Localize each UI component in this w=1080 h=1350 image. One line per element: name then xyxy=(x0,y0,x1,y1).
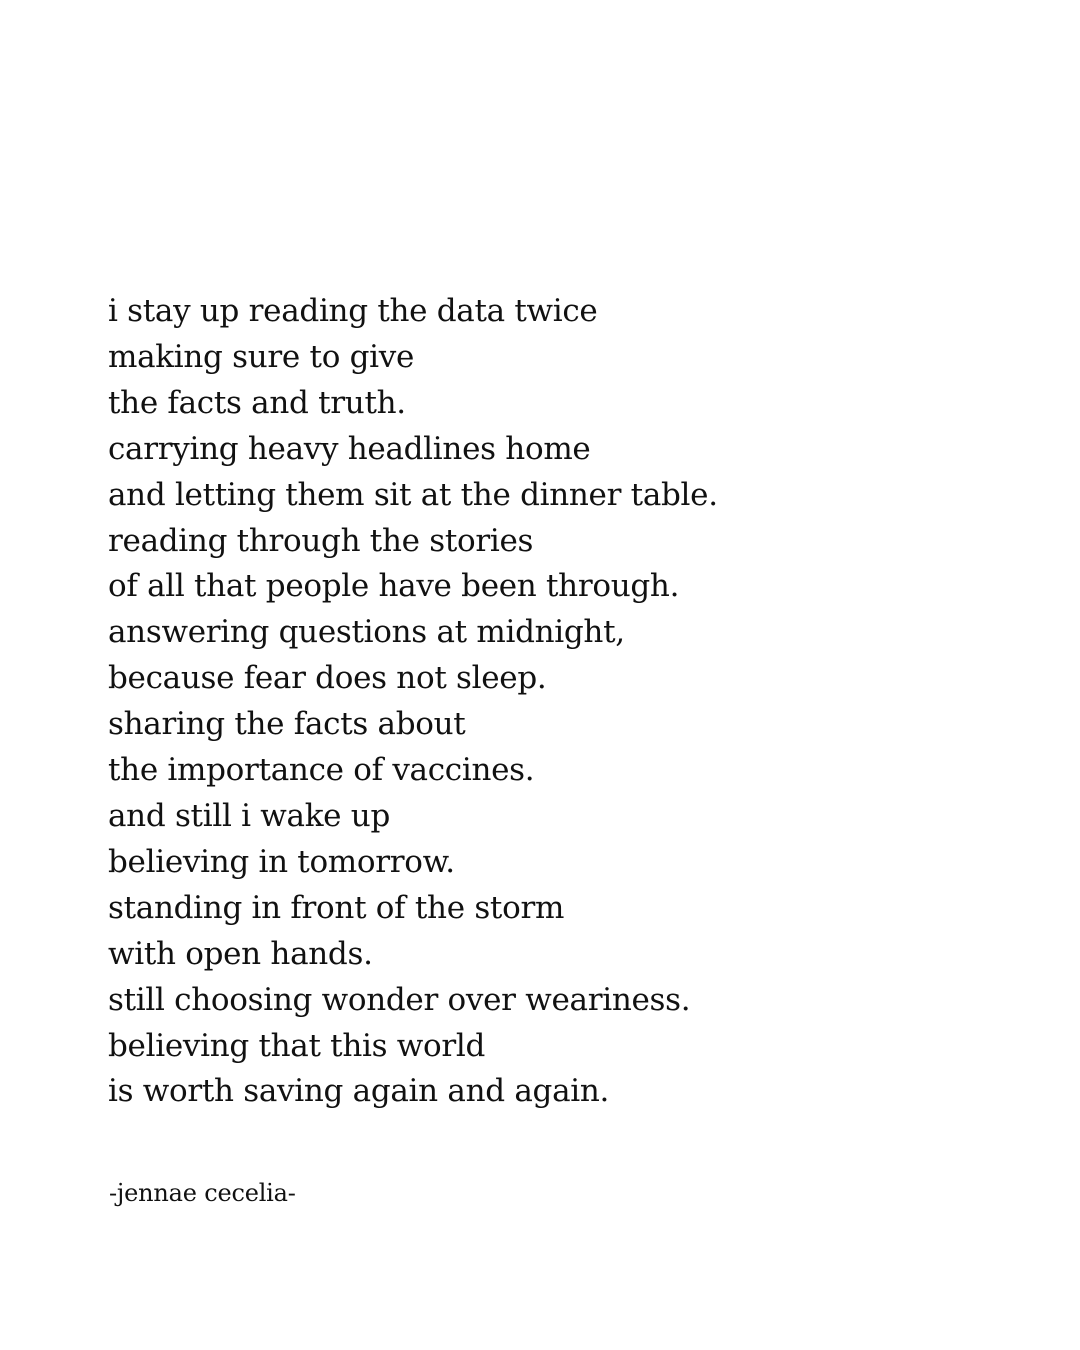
poem-line: and letting them sit at the dinner table. xyxy=(108,476,718,513)
poem-body xyxy=(108,289,718,1115)
poem-line: the importance of vaccines. xyxy=(108,752,535,789)
poem-line: carrying heavy headlines home xyxy=(108,430,591,467)
poem-line: is worth saving again and again. xyxy=(108,1073,610,1110)
poem-line: believing that this world xyxy=(108,1027,486,1064)
poem-line: answering questions at midnight, xyxy=(108,614,625,651)
poem-line: sharing the facts about xyxy=(108,706,466,743)
poem-line: believing in tomorrow. xyxy=(108,843,455,880)
poem-line: and still i wake up xyxy=(108,797,390,834)
poem-line: standing in front of the storm xyxy=(108,889,565,926)
poem-line: i stay up reading the data twice xyxy=(108,293,598,329)
poem-line: making sure to give xyxy=(108,338,415,375)
poem-line: of all that people have been through. xyxy=(108,568,680,605)
poem-line: reading through the stories xyxy=(108,522,534,559)
poem-line: with open hands. xyxy=(108,935,373,972)
poem-line: the facts and truth. xyxy=(108,384,406,421)
author-signature: -jennae cecelia- xyxy=(109,1179,296,1207)
poem-line: still choosing wonder over weariness. xyxy=(108,981,691,1018)
poem-line: because fear does not sleep. xyxy=(108,660,547,697)
